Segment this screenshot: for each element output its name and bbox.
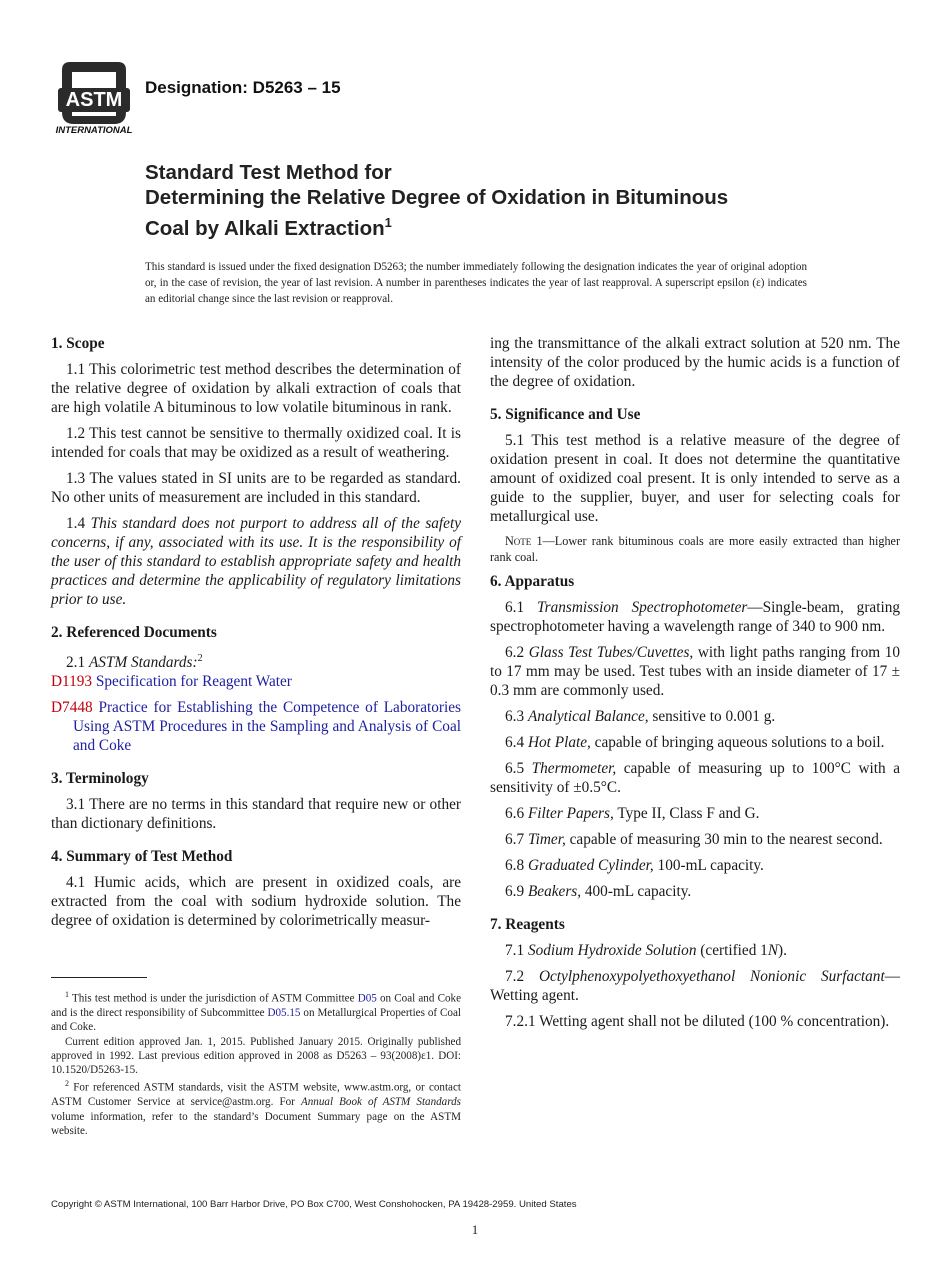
title-line-2: Determining the Relative Degree of Oxidation in Bituminous [145, 186, 729, 209]
section-1-heading: 1. Scope [51, 335, 105, 352]
note-1: Note 1—Lower rank bituminous coals are more easily extracted than higher rank coal. [490, 534, 900, 564]
footnote-divider [51, 977, 147, 978]
title-footnote-mark[interactable]: 1 [384, 215, 392, 230]
page-number: 1 [471, 1222, 479, 1237]
para-4-1-continued: ing the transmittance of the alkali extract solution at 520 nm. The intensity of the color produced by the humic acids is a function of the degree of oxidation. [490, 335, 900, 390]
document-title [145, 160, 865, 241]
link-d05[interactable]: D05 [357, 992, 377, 1005]
para-4-1: 4.1 Humic acids, which are present in oxidized coals, are extracted from the coal with sodium hydroxide solution. The degree of oxidation is determined by colorimetrically measur- [51, 874, 461, 930]
footnote-1-edition: Current edition approved Jan. 1, 2015. Published January 2015. Originally published approved in 1992. Last previous edition approved in 2008 as D5263 – 93(2008)ε1. DOI: 10.1520/D5263-15. [51, 1035, 461, 1077]
designation: Designation: D5263 – 15 [145, 78, 341, 97]
title-line-1: Standard Test Method for [145, 161, 392, 184]
para-6-1: 6.1 Transmission Spectrophotometer—Single-beam, grating spectrophotometer having a wavelength range of 340 to 900 nm. [490, 599, 901, 635]
para-6-2: 6.2 Glass Test Tubes/Cuvettes, with light paths ranging from 10 to 17 mm may be used. Test tubes with an inside diameter of 17 ± 0.3 mm are commonly used. [490, 644, 900, 699]
section-2-heading: 2. Referenced Documents [51, 624, 217, 641]
para-6-4: 6.4 Hot Plate, capable of bringing aqueous solutions to a boil. [505, 734, 885, 751]
para-6-3: 6.3 Analytical Balance, sensitive to 0.001 g. [505, 708, 776, 725]
section-7-heading: 7. Reagents [490, 916, 565, 933]
footnote-2: $^2$ For referenced ASTM standards, visit the ASTM website, www.astm.org, or contact ASTM Customer Service at service@astm.org. For Annual Book of ASTM Standards volume information, refer to the standard’s Document Summary page on the ASTM website. [51, 1079, 461, 1138]
link-d05-15[interactable]: D05.15 [267, 1006, 301, 1019]
left-column [51, 334, 461, 937]
para-1-4: 1.4 This standard does not purport to address all of the safety concerns, if any, associated with its use. It is the responsibility of the user of this standard to establish appropriate safety and health practices and determine the applicability of regulatory limitations prior to use. [51, 515, 462, 608]
para-6-9: 6.9 Beakers, 400-mL capacity. [505, 883, 692, 900]
section-5-heading: 5. Significance and Use [490, 406, 641, 423]
copyright-notice: Copyright © ASTM International, 100 Barr Harbor Drive, PO Box C700, West Conshohocken, PA 19428-2959. United States [51, 1199, 577, 1210]
svg-text:INTERNATIONAL: INTERNATIONAL [55, 125, 133, 134]
svg-text:ASTM: ASTM [65, 89, 123, 111]
para-1-2: 1.2 This test cannot be sensitive to thermally oxidized coal. It is intended for coals that may be oxidized as a result of weathering. [51, 425, 461, 461]
issuance-statement: This standard is issued under the fixed designation D5263; the number immediately following the designation indicates the year of original adoption or, in the case of revision, the year of last revision. A number in parentheses indicates the year of last reapproval. A superscript epsilon (ε) indicates an editorial change since the last revision or reapproval. [145, 261, 807, 305]
para-3-1: 3.1 There are no terms in this standard that require new or other than dictionary definitions. [51, 796, 461, 833]
section-6-heading: 6. Apparatus [490, 573, 575, 590]
para-6-8: 6.8 Graduated Cylinder, 100-mL capacity. [505, 857, 764, 874]
para-6-5: 6.5 Thermometer, capable of measuring up to 100°C with a sensitivity of ±0.5°C. [490, 760, 900, 796]
para-7-2: 7.2 Octylphenoxypolyethoxyethanol Nonionic Surfactant—Wetting agent. [490, 968, 900, 1004]
para-6-7: 6.7 Timer, capable of measuring 30 min to the nearest second. [505, 831, 883, 848]
astm-logo [52, 58, 136, 134]
para-7-2-1: 7.2.1 Wetting agent shall not be diluted (100 % concentration). [505, 1013, 890, 1030]
para-1-3: 1.3 The values stated in SI units are to be regarded as standard. No other units of measurement are included in this standard. [51, 470, 461, 506]
ref-d1193[interactable]: D1193 Specification for Reagent Water [51, 673, 292, 691]
ref-d7448[interactable]: D7448 Practice for Establishing the Competence of Laboratories Using ASTM Procedures in the Sampling and Analysis of Coal and Coke [51, 699, 462, 755]
footnotes [51, 988, 461, 1138]
para-6-6: 6.6 Filter Papers, Type II, Class F and G. [505, 805, 760, 822]
para-2-1: 2.1 ASTM Standards:$^2$ [66, 653, 203, 672]
para-7-1: 7.1 Sodium Hydroxide Solution (certified 1N). [505, 942, 787, 959]
section-3-heading: 3. Terminology [51, 770, 149, 788]
title-line-3: Coal by Alkali Extraction$^1$ [145, 215, 392, 240]
para-5-1: 5.1 This test method is a relative measure of the degree of oxidation present in coal. It does not determine the quantitative amount of oxidized coal present. It is only intended to serve as a guide to the supplier, buyer, and user for selecting coals for metallurgical use. [490, 432, 900, 525]
section-4-heading: 4. Summary of Test Method [51, 848, 233, 866]
footnote-1: $^1$ This test method is under the jurisdiction of ASTM Committee D05 on Coal and Coke and is the direct responsibility of Subcommittee D05.15 on Metallurgical Properties of Coal and Coke. [51, 990, 461, 1034]
para-1-1: 1.1 This colorimetric test method describes the determination of the relative degree of oxidation by alkali extraction of coals that are high volatile A bituminous to low volatile bituminous in rank. [51, 361, 461, 416]
right-column [490, 334, 900, 1038]
